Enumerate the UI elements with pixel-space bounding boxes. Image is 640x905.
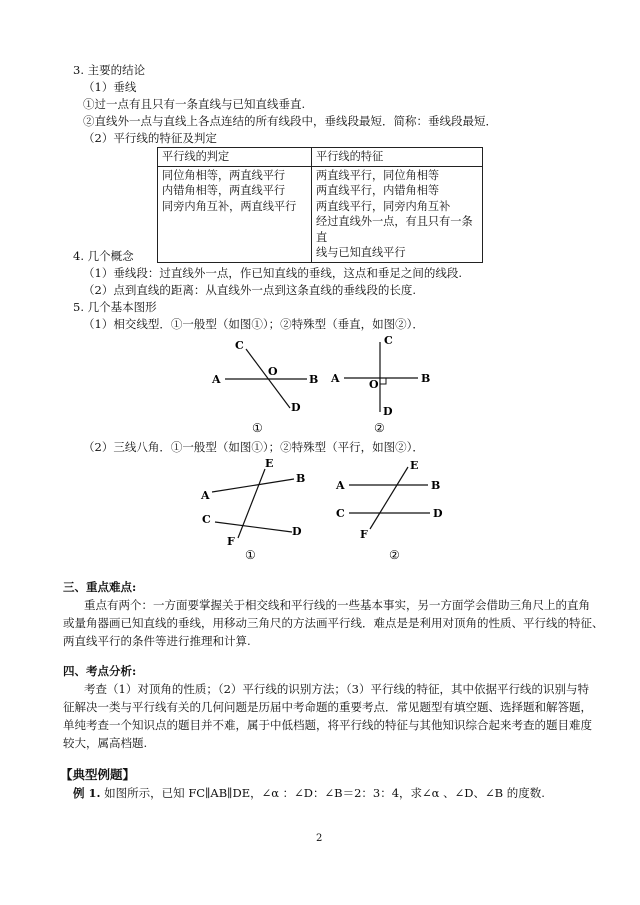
figure-number-2: ② [389,548,400,562]
line-ab [212,479,294,492]
exam-analysis-line: 考查（1）对顶角的性质；（2）平行线的识别方法；（3）平行线的特征，其中依据平行线的识别与特 [84,682,589,696]
key-points-line: 两直线平行的条件等进行推理和计算. [63,634,251,648]
key-points-line: 重点有两个：一方面要掌握关于相交线和平行线的一些基本事实，另一方面学会借助三角尺上的直角 [84,598,590,612]
table-head-right: 平行线的特征 [312,148,483,167]
label-f: F [360,528,368,541]
exam-analysis-line: 较大，属高档题. [63,736,148,750]
label-c: C [336,507,345,520]
table-right-row: 两直线平行，同旁内角互补 [316,199,451,213]
label-a: A [331,372,340,385]
figure-number-1: ① [245,548,256,562]
figure-number-1: ① [252,421,263,435]
table-right-row: 线与已知直线平行 [316,246,406,259]
label-d: D [433,507,443,520]
label-b: B [296,472,306,485]
label-a: A [336,479,345,492]
label-c: C [384,334,393,347]
label-e: E [265,457,274,470]
figure-intersecting-lines [0,330,640,440]
figure-three-lines [0,455,640,565]
line-cd [215,522,292,532]
table-right-row: 两直线平行，内错角相等 [316,184,440,197]
label-b: B [309,373,319,386]
label-b: B [421,372,431,385]
examples-title: 【典型例题】 [60,767,136,782]
label-a: A [201,489,210,502]
label-f: F [227,535,235,548]
table-col-left [158,166,312,262]
section-4-item2: （2）点到直线的距离：从直线外一点到这条直线的垂线段的长度. [83,283,416,297]
label-o: O [268,365,278,378]
label-d: D [383,405,393,418]
section-3-sub2: （2）平行线的特征及判定 [83,131,217,145]
label-c: C [202,513,211,526]
section-5-sub2: （2）三线八角．①一般型（如图①）；②特殊型（平行，如图②）． [83,440,424,454]
right-angle-mark [380,378,386,384]
example-1-label: 例 1. [73,786,101,800]
label-c: C [235,339,244,352]
exam-analysis-line: 单纯考查一个知识点的题目并不难，属于中低档题，将平行线的特征与其他知识综合起来考查的题目难度 [63,718,592,732]
section-5-sub1: （1）相交线型．①一般型（如图①）；②特殊型（垂直，如图②）． [83,317,424,331]
example-1-text: 如图所示，已知 FC∥AB∥DE，∠α ：∠D：∠B＝2：3：4，求∠α 、∠D、∠B 的度数. [104,786,545,800]
section-3-item2: ②直线外一点与直线上各点连结的所有线段中，垂线段最短．简称：垂线段最短． [83,114,497,128]
label-o: O [369,378,379,391]
table-left-row: 内错角相等，两直线平行 [162,184,286,197]
table-head-left: 平行线的判定 [158,148,312,167]
table-col-right [312,166,483,262]
table-left-row: 同位角相等，两直线平行 [162,168,286,182]
figure-number-2: ② [374,421,385,435]
key-points-title: 三、重点难点: [63,580,137,594]
label-d: D [291,401,301,414]
line-ef [370,467,408,529]
table-right-row: 两直线平行，同位角相等 [316,168,440,182]
parallel-table [157,147,483,263]
table-right-row: 经过直线外一点，有且只有一条直 [316,215,473,244]
exam-analysis-title: 四、考点分析: [63,664,137,678]
label-a: A [212,373,221,386]
exam-analysis-line: 征解决一类与平行线有关的几何问题是历届中考命题的重要考点．常见题型有填空题、选择题和解答题， [63,700,592,714]
label-e: E [410,459,419,472]
section-3-item1: ①过一点有且只有一条直线与已知直线垂直. [83,97,306,111]
example-1 [73,786,545,801]
table-left-row: 同旁内角互补，两直线平行 [162,199,297,213]
section-5-title: 5. 几个基本图形 [73,300,157,314]
section-4-item1: （1）垂线段：过直线外一点，作已知直线的垂线，这点和垂足之间的线段. [83,266,462,280]
section-3-title: 3. 主要的结论 [73,63,146,77]
label-d: D [292,525,302,538]
section-3-sub1: （1）垂线 [83,80,137,94]
page-number: 2 [316,833,323,844]
label-b: B [431,479,441,492]
section-4-title: 4. 几个概念 [73,249,134,263]
key-points-line: 或量角器画已知直线的垂线，用移动三角尺的方法画平行线．难点是是利用对顶角的性质、平行线的特征、 [63,616,604,630]
